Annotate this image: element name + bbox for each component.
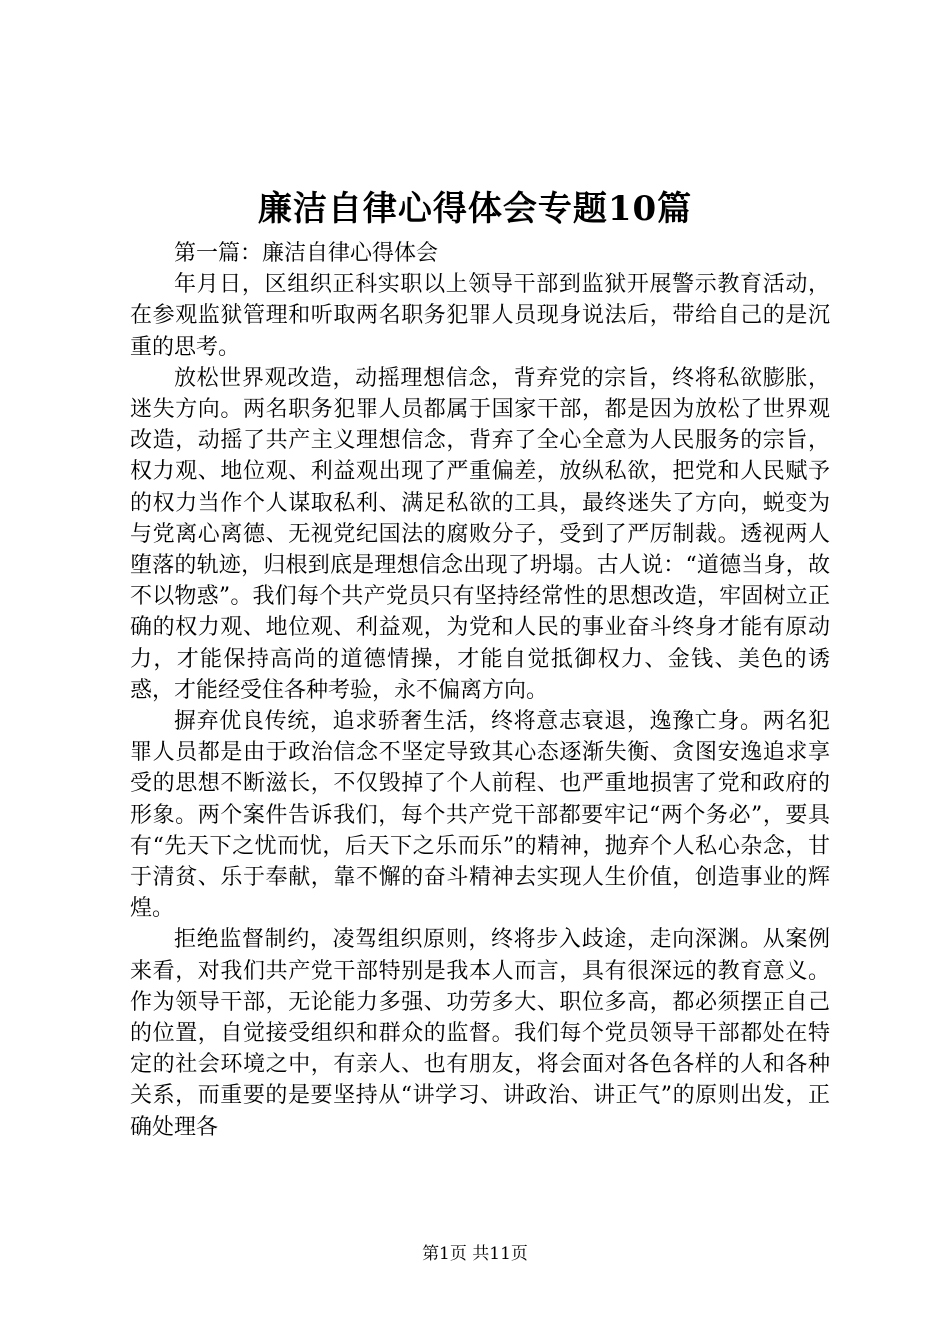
paragraph: 摒弃优良传统，追求骄奢生活，终将意志衰退，逸豫亡身。两名犯罪人员都是由于政治信念不坚定导致其心态逐渐失衡、贪图安逸追求享受的思想不断滋长，不仅毁掉了个人前程、也严重地损害了党和政府的形象。两个案件告诉我们，每个共产党干部都要牢记“两个务必”，要具有“先天下之忧而忧，后天下之乐而乐”的精神，抛弃个人私心杂念，甘于清贫、乐于奉献，靠不懈的奋斗精神去实现人生价值，创造事业的辉煌。 <box>130 709 830 922</box>
paragraph: 放松世界观改造，动摇理想信念，背弃党的宗旨，终将私欲膨胀，迷失方向。两名职务犯罪人员都属于国家干部，都是因为放松了世界观改造，动摇了共产主义理想信念，背弃了全心全意为人民服务的宗旨，权力观、地位观、利益观出现了严重偏差，放纵私欲，把党和人民赋予的权力当作个人谋取私利、满足私欲的工具，最终迷失了方向，蜕变为与党离心离德、无视党纪国法的腐败分子，受到了严厉制裁。透视两人堕落的轨迹，归根到底是理想信念出现了坍塌。古人说：“道德当身，故不以物惑”。我们每个共产党员只有坚持经常性的思想改造，牢固树立正确的权力观、地位观、利益观，为党和人民的事业奋斗终身才能有原动力，才能保持高尚的道德情操，才能自觉抵御权力、金钱、美色的诱惑，才能经受住各种考验，永不偏离方向。 <box>130 365 830 703</box>
page-footer: 第1页 共11页 <box>422 1244 528 1264</box>
document-title: 廉洁自律心得体会专题10篇 <box>257 189 693 229</box>
paragraph: 拒绝监督制约，凌驾组织原则，终将步入歧途，走向深渊。从案例来看，对我们共产党干部特别是我本人而言，具有很深远的教育意义。作为领导干部，无论能力多强、功劳多大、职位多高，都必须摆正自己的位置，自觉接受组织和群众的监督。我们每个党员领导干部都处在特定的社会环境之中，有亲人、也有朋友，将会面对各色各样的人和各种关系，而重要的是要坚持从“讲学习、讲政治、讲正气”的原则出发，正确处理各 <box>130 927 830 1140</box>
document-body <box>130 238 830 1143</box>
section-heading: 第一篇：廉洁自律心得体会 <box>174 241 439 266</box>
paragraph: 年月日，区组织正科实职以上领导干部到监狱开展警示教育活动，在参观监狱管理和听取两名职务犯罪人员现身说法后，带给自己的是沉重的思考。 <box>130 272 830 360</box>
